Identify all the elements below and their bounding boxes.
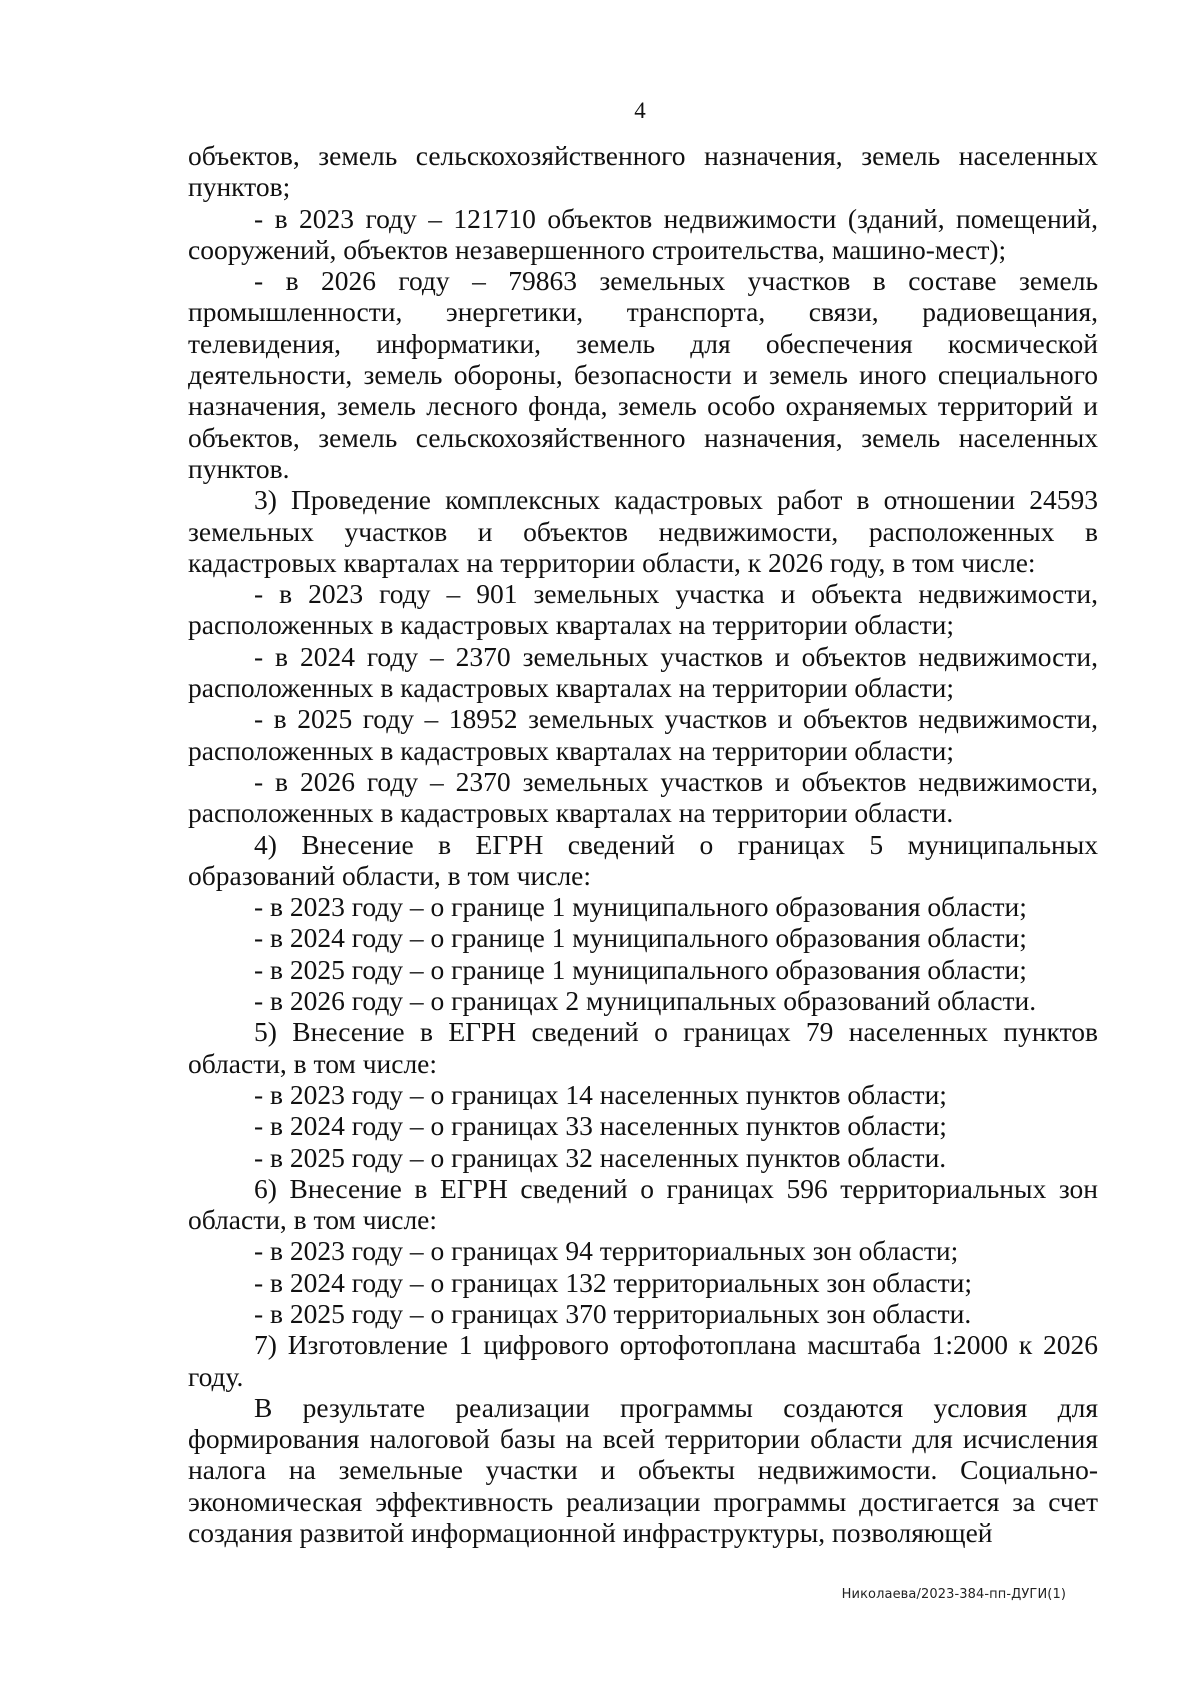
paragraph-13: - в 2026 году – о границах 2 муниципальных образований области. [254,985,1037,1017]
paragraph-7: - в 2025 году – 18952 земельных участков и объектов недвижимости, расположенных в кадастровых кварталах на территории области; [188,703,1098,766]
paragraph-15: - в 2023 году – о границах 14 населенных пунктов области; [254,1078,947,1110]
paragraph-20: - в 2024 году – о границах 132 территориальных зон области; [254,1266,972,1298]
paragraph-21: - в 2025 году – о границах 370 территориальных зон области. [254,1297,972,1329]
paragraph-14: 5) Внесение в ЕГРН сведений о границах 79 населенных пунктов области, в том числе: [188,1016,1098,1079]
document-footer-code: Николаева/2023-384-пп-ДУГИ(1) [841,1587,1066,1602]
paragraph-17: - в 2025 году – о границах 32 населенных пунктов области. [254,1141,947,1173]
paragraph-2: - в 2023 году – 121710 объектов недвижимости (зданий, помещений, сооружений, объектов незавершенного строительства, машино-мест); [188,202,1098,265]
paragraph-23: В результате реализации программы создаются условия для формирования налоговой базы на всей территории области для исчисления налога на земельные участки и объекты недвижимости. Социально-экономическая эффективность реализации программы достигается за счет создания развитой информационной инфраструктуры, позволяющей [188,1391,1098,1549]
paragraph-6: - в 2024 году – 2370 земельных участков и объектов недвижимости, расположенных в кадастровых кварталах на территории области; [188,640,1098,704]
page-number: 4 [634,98,646,123]
paragraph-10: - в 2023 году – о границе 1 муниципального образования области; [254,891,1027,923]
paragraph-22: 7) Изготовление 1 цифрового ортофотоплана масштаба 1:2000 к 2026 году. [188,1329,1098,1392]
paragraph-16: - в 2024 году – о границах 33 населенных пунктов области; [254,1110,947,1142]
paragraph-19: - в 2023 году – о границах 94 территориальных зон области; [254,1235,959,1267]
paragraph-8: - в 2026 году – 2370 земельных участков и объектов недвижимости, расположенных в кадастровых кварталах на территории области. [188,765,1098,829]
paragraph-3: - в 2026 году – 79863 земельных участков в составе земель промышленности, энергетики, транспорта, связи, радиовещания, телевидения, информатики, земель для обеспечения космической деятельности, земель обороны, безопасности и земель иного специального назначения, земель лесного фонда, земель особо охраняемых территорий и объектов, земель сельскохозяйственного назначения, земель населенных пунктов. [188,265,1098,484]
paragraph-5: - в 2023 году – 901 земельных участка и объекта недвижимости, расположенных в кадастровых кварталах на территории области; [188,578,1098,641]
paragraph-12: - в 2025 году – о границе 1 муниципального образования области; [254,953,1027,985]
paragraph-18: 6) Внесение в ЕГРН сведений о границах 596 территориальных зон области, в том числе: [188,1172,1098,1236]
document-body [188,140,1098,1548]
paragraph-9: 4) Внесение в ЕГРН сведений о границах 5 муниципальных образований области, в том числе: [188,828,1098,891]
paragraph-4: 3) Проведение комплексных кадастровых работ в отношении 24593 земельных участков и объектов недвижимости, расположенных в кадастровых кварталах на территории области, к 2026 году, в том числе: [188,484,1098,578]
paragraph-1: объектов, земель сельскохозяйственного назначения, земель населенных пунктов; [188,140,1098,203]
paragraph-11: - в 2024 году – о границе 1 муниципального образования области; [254,922,1027,954]
